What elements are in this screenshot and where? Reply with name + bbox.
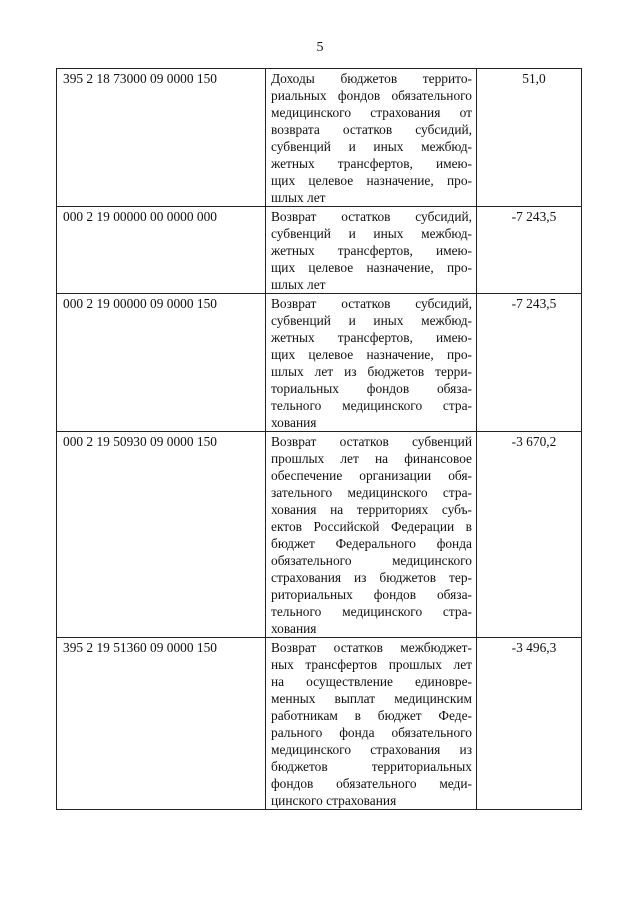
description-line: субвенций и иных межбюд- (271, 313, 472, 328)
description-line: хования (271, 415, 317, 430)
amount: 51,0 (477, 69, 582, 207)
description-line: субвенций и иных межбюд- (271, 226, 472, 241)
income-description (266, 432, 477, 638)
description-line: рального фонда обязательного (271, 725, 472, 740)
income-description (266, 294, 477, 432)
description-line: прошлых лет на финансовое (271, 451, 472, 466)
description-line: тельного медицинского стра- (271, 398, 472, 413)
income-description (266, 69, 477, 207)
description-line: ных трансфертов прошлых лет (271, 657, 472, 672)
description-line: хования на территориях субъ- (271, 502, 472, 517)
description-line: Доходы бюджетов террито- (271, 71, 472, 86)
description-line: менных выплат медицинским (271, 691, 472, 706)
description-line: Возврат остатков субсидий, (271, 296, 472, 311)
description-line: субвенций и иных межбюд- (271, 139, 472, 154)
page-number: 5 (316, 40, 324, 55)
description-line: риальных фондов обязательного (271, 88, 472, 103)
amount: -3 496,3 (477, 638, 582, 810)
description-line: тельного медицинского стра- (271, 604, 472, 619)
description-line: бюджетов территориальных (271, 759, 472, 774)
description-line: медицинского страхования из (271, 742, 472, 757)
description-line: медицинского страхования от (271, 105, 472, 120)
table-row (57, 69, 582, 207)
description-line: возврата остатков субсидий, (271, 122, 472, 137)
description-line: щих целевое назначение, про- (271, 173, 472, 188)
description-line: работникам в бюджет Феде- (271, 708, 472, 723)
description-line: жетных трансфертов, имею- (271, 156, 472, 171)
budget-code: 395 2 18 73000 09 0000 150 (57, 69, 266, 207)
description-line: Возврат остатков субвенций (271, 434, 472, 449)
amount: -3 670,2 (477, 432, 582, 638)
table-row (57, 638, 582, 810)
description-line: ектов Российской Федерации в (271, 519, 472, 534)
description-line: шлых лет из бюджетов терри- (271, 364, 472, 379)
income-description (266, 638, 477, 810)
description-line: щих целевое назначение, про- (271, 347, 472, 362)
table-row (57, 294, 582, 432)
description-line: на осуществление единовре- (271, 674, 472, 689)
table-row (57, 432, 582, 638)
description-line: Возврат остатков межбюджет- (271, 640, 472, 655)
description-line: Возврат остатков субсидий, (271, 209, 472, 224)
description-line: цинского страхования (271, 793, 397, 808)
description-line: обязательного медицинского (271, 553, 472, 568)
description-line: жетных трансфертов, имею- (271, 243, 472, 258)
amount: -7 243,5 (477, 207, 582, 294)
description-line: бюджет Федерального фонда (271, 536, 472, 551)
amount: -7 243,5 (477, 294, 582, 432)
description-line: фондов обязательного меди- (271, 776, 472, 791)
budget-code: 395 2 19 51360 09 0000 150 (57, 638, 266, 810)
description-line: ториальных фондов обяза- (271, 381, 472, 396)
budget-code: 000 2 19 00000 00 0000 000 (57, 207, 266, 294)
description-line: жетных трансфертов, имею- (271, 330, 472, 345)
description-line: хования (271, 621, 317, 636)
description-line: страхования из бюджетов тер- (271, 570, 472, 585)
budget-code: 000 2 19 50930 09 0000 150 (57, 432, 266, 638)
description-line: зательного медицинского стра- (271, 485, 472, 500)
income-description (266, 207, 477, 294)
description-line: щих целевое назначение, про- (271, 260, 472, 275)
description-line: риториальных фондов обяза- (271, 587, 472, 602)
description-line: шлых лет (271, 190, 326, 205)
budget-code: 000 2 19 00000 09 0000 150 (57, 294, 266, 432)
description-line: шлых лет (271, 277, 326, 292)
budget-table (56, 68, 582, 810)
description-line: обеспечение организации обя- (271, 468, 472, 483)
table-row (57, 207, 582, 294)
